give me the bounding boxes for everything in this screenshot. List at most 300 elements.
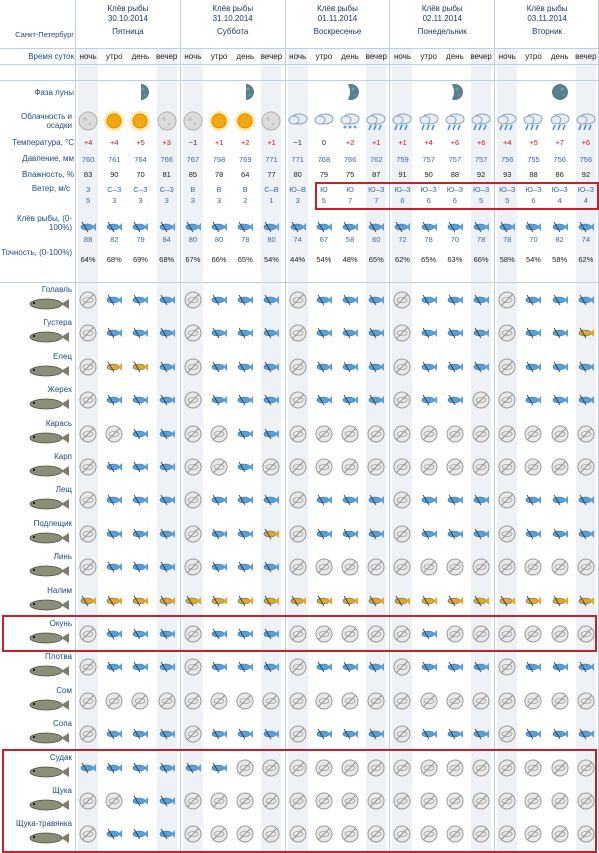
day-weekday: Суббота (217, 27, 249, 36)
fish-bite-icon (367, 594, 385, 608)
fish-bite-icon (420, 220, 438, 234)
fish-bite-icon (367, 527, 385, 541)
humidity-value: 83 (83, 170, 93, 179)
rain-icon (444, 110, 466, 132)
humidity-value: 75 (345, 170, 355, 179)
pressure-label: Давление, мм (22, 154, 74, 163)
period-label: вечер (260, 52, 283, 61)
fish-bite-icon (498, 594, 516, 608)
fish-bite-icon (158, 393, 176, 407)
period-label: ночь (498, 52, 516, 61)
rain-icon (365, 110, 387, 132)
temperature-value: +4 (83, 138, 93, 147)
pressure-value: 766 (160, 155, 173, 164)
fish-name: Карп (54, 452, 72, 461)
wind-direction: С–З (133, 185, 148, 194)
bite-value: 58 (345, 235, 355, 244)
fish-bite-icon (524, 360, 542, 374)
sun-icon (234, 110, 256, 132)
bite-value: 60 (372, 235, 381, 244)
fish-bite-icon (131, 293, 149, 307)
fish-bite-icon (551, 660, 569, 674)
no-bite-icon (524, 458, 542, 476)
no-bite-icon (393, 291, 411, 309)
no-bite-icon (577, 425, 595, 443)
day-header (285, 0, 390, 48)
no-bite-icon (393, 725, 411, 743)
fish-bite-icon (420, 393, 438, 407)
fish-bite-icon (131, 594, 149, 608)
no-bite-icon (289, 692, 307, 710)
day-date: 31.10.2014 (212, 14, 253, 23)
pressure-value: 759 (396, 155, 409, 164)
period-label: ночь (289, 52, 307, 61)
no-bite-icon (393, 458, 411, 476)
accuracy-value: 66% (211, 255, 227, 264)
fish-bite-icon (315, 393, 333, 407)
no-bite-icon (184, 458, 202, 476)
pressure-value: 768 (317, 155, 331, 164)
pressure-value: 771 (265, 155, 278, 164)
fish-bite-icon (158, 427, 176, 441)
humidity-label: Влажность, % (21, 170, 74, 179)
fish-bite-icon (367, 660, 385, 674)
moon-cloud-icon (260, 110, 282, 132)
accuracy-value: 66% (473, 255, 489, 264)
fish-bite-icon (577, 393, 595, 407)
day-date: 30.10.2014 (107, 14, 148, 23)
no-bite-icon (551, 425, 569, 443)
fish-bite-icon (341, 660, 359, 674)
wind-direction: Ю–З (446, 185, 464, 194)
fish-bite-icon (420, 360, 438, 374)
fish-bite-icon (262, 594, 280, 608)
fish-bite-icon (210, 594, 228, 608)
accuracy-value: 64% (80, 255, 96, 264)
fish-bite-icon (210, 220, 228, 234)
temperature-value: +4 (424, 138, 433, 147)
bite-value: 84 (162, 235, 171, 244)
wind-direction: С–З (159, 185, 174, 194)
humidity-value: 92 (476, 170, 486, 179)
wind-speed: 3 (112, 196, 117, 205)
fish-bite-icon (420, 594, 438, 608)
fish-bite-icon (498, 220, 516, 234)
fish-bite-icon (105, 220, 123, 234)
no-bite-icon (524, 425, 542, 443)
day-title: Клёв рыбы (317, 4, 358, 13)
no-bite-icon (184, 491, 202, 509)
fish-bite-icon (131, 326, 149, 340)
no-bite-icon (79, 324, 97, 342)
accuracy-value: 54% (316, 255, 332, 264)
day-separator (494, 0, 495, 851)
fish-bite-icon (341, 393, 359, 407)
fish-bite-icon (236, 326, 254, 340)
no-bite-icon (341, 458, 359, 476)
no-bite-icon (393, 391, 411, 409)
fish-bite-icon (131, 493, 149, 507)
period-label: вечер (365, 52, 387, 61)
wind-speed: 3 (217, 196, 222, 205)
no-bite-icon (131, 692, 149, 710)
accuracy-value: 68% (159, 255, 175, 264)
fish-name: Голавль (41, 285, 72, 294)
fish-bite-icon (341, 727, 359, 741)
fish-bite-icon (577, 660, 595, 674)
fish-bite-icon (524, 393, 542, 407)
fish-bite-icon (420, 727, 438, 741)
row-divider (0, 80, 599, 81)
fish-picture (26, 564, 70, 578)
no-bite-icon (289, 391, 307, 409)
no-bite-icon (79, 458, 97, 476)
fish-bite-icon (131, 660, 149, 674)
humidity-value: 88 (529, 170, 538, 179)
fish-bite-icon (472, 527, 490, 541)
accuracy-value: 67% (185, 255, 201, 264)
no-bite-icon (79, 491, 97, 509)
accuracy-value: 62% (394, 255, 410, 264)
no-bite-icon (472, 425, 490, 443)
pressure-value: 757 (474, 155, 488, 164)
row-divider (0, 64, 599, 65)
wind-speed: 3 (138, 196, 143, 205)
fish-name: Жерех (47, 385, 72, 395)
fish-bite-icon (236, 527, 254, 541)
humidity-value: 80 (293, 170, 302, 179)
fish-bite-icon (262, 220, 280, 234)
no-bite-icon (105, 425, 123, 443)
pressure-value: 756 (579, 155, 593, 164)
no-bite-icon (498, 725, 516, 743)
accuracy-label: Точность, (0-100%) (1, 248, 72, 257)
fish-bite-icon (315, 594, 333, 608)
fish-bite-icon (131, 360, 149, 374)
fish-bite-icon (420, 326, 438, 340)
no-bite-icon (315, 458, 333, 476)
fish-bite-icon (577, 293, 595, 307)
day-weekday: Воскресенье (313, 27, 362, 36)
period-label: утро (106, 52, 123, 61)
fish-bite-icon (158, 493, 176, 507)
accuracy-value: 65% (237, 255, 253, 264)
no-bite-icon (498, 425, 516, 443)
moon-cloud-icon (182, 110, 204, 132)
no-bite-icon (341, 692, 359, 710)
fish-bite-icon (158, 660, 176, 674)
sun-icon (103, 110, 125, 132)
no-bite-icon (393, 491, 411, 509)
fish-bite-icon (79, 594, 97, 608)
period-label: утро (525, 52, 542, 61)
fish-bite-icon (131, 220, 149, 234)
no-bite-icon (498, 525, 516, 543)
day-separator (389, 0, 390, 851)
temperature-value: +4 (110, 138, 119, 147)
no-bite-icon (498, 558, 516, 576)
day-weekday: Вторник (532, 27, 563, 36)
no-bite-icon (289, 558, 307, 576)
fish-picture (26, 397, 70, 411)
no-bite-icon (79, 358, 97, 376)
bite-value: 78 (503, 235, 512, 244)
no-bite-icon (289, 425, 307, 443)
no-bite-icon (367, 558, 385, 576)
fish-bite-icon (210, 560, 228, 574)
accuracy-value: 62% (578, 255, 594, 264)
no-bite-icon (184, 658, 202, 676)
wind-direction: Ю–З (420, 185, 437, 194)
fish-bite-icon (420, 493, 438, 507)
day-title: Клёв рыбы (421, 4, 463, 13)
fish-bite-icon (315, 360, 333, 374)
fish-bite-icon (577, 220, 595, 234)
no-bite-icon (289, 358, 307, 376)
no-bite-icon (551, 692, 569, 710)
day-date: 01.11.2014 (317, 14, 358, 23)
fish-bite-icon (289, 594, 307, 608)
fish-bite-icon (472, 220, 490, 234)
fish-bite-icon (236, 594, 254, 608)
period-label: утро (420, 52, 437, 61)
fish-bite-icon (341, 594, 359, 608)
fish-picture (26, 497, 70, 511)
fish-bite-icon (158, 460, 176, 474)
fish-bite-icon (236, 360, 254, 374)
bite-value: 78 (476, 235, 486, 244)
no-bite-icon (236, 692, 254, 710)
fish-bite-icon (236, 727, 254, 741)
bite-value: 72 (398, 235, 407, 244)
no-bite-icon (367, 692, 385, 710)
accuracy-value: 44% (290, 255, 306, 264)
fish-bite-icon (184, 220, 202, 234)
fish-name: Карась (45, 418, 72, 428)
no-bite-icon (446, 458, 464, 476)
fish-bite-icon (158, 360, 176, 374)
fish-bite-icon (236, 393, 254, 407)
wind-speed: 6 (531, 196, 536, 205)
temperature-value: +6 (581, 138, 591, 147)
day-separator (285, 0, 286, 851)
no-bite-icon (393, 558, 411, 576)
fish-bite-icon (131, 460, 149, 474)
wind-direction: В (216, 185, 222, 194)
wind-direction: С–В (264, 185, 279, 194)
no-bite-icon (184, 358, 202, 376)
fish-bite-icon (367, 493, 385, 507)
fish-bite-icon (315, 727, 333, 741)
fish-bite-icon (367, 293, 385, 307)
fish-bite-icon (210, 360, 228, 374)
period-label: ночь (184, 52, 202, 61)
wind-direction: Ю (346, 185, 354, 194)
humidity-value: 78 (214, 170, 224, 179)
pressure-value: 755 (527, 155, 540, 164)
wind-speed: 1 (269, 196, 274, 205)
no-bite-icon (524, 558, 542, 576)
day-date: 03.11.2014 (527, 14, 567, 23)
humidity-value: 79 (319, 170, 329, 179)
fish-bite-icon (367, 727, 385, 741)
fish-name: Налим (47, 585, 72, 595)
period-label: утро (315, 52, 333, 61)
humidity-value: 87 (372, 170, 381, 179)
moon-cloud-icon (77, 110, 99, 132)
fish-name: Подлещик (33, 518, 72, 528)
no-bite-icon (498, 658, 516, 676)
no-bite-icon (472, 391, 490, 409)
fish-bite-icon (315, 493, 333, 507)
fish-bite-icon (262, 527, 280, 541)
humidity-value: 93 (503, 170, 512, 179)
pressure-value: 760 (81, 155, 95, 164)
day-header (389, 0, 494, 48)
humidity-value: 81 (162, 170, 171, 179)
fish-picture (26, 364, 70, 378)
bite-value: 74 (293, 235, 302, 244)
wind-speed: 5 (86, 196, 91, 205)
pressure-value: 766 (343, 155, 357, 164)
pressure-value: 757 (448, 155, 462, 164)
fish-bite-icon (551, 293, 569, 307)
fish-bite-icon (577, 527, 595, 541)
fish-picture (26, 531, 70, 545)
fish-bite-icon (131, 393, 149, 407)
fish-bite-icon (262, 493, 280, 507)
no-bite-icon (315, 558, 333, 576)
moon-phase-icon (552, 83, 568, 101)
period-label: день (131, 52, 150, 61)
wind-direction: Ю–З (394, 185, 411, 194)
fish-bite-icon (446, 594, 464, 608)
period-label: день (341, 52, 359, 61)
fish-bite-icon (551, 360, 569, 374)
fish-bite-icon (446, 220, 464, 234)
fish-bite-icon (105, 594, 123, 608)
fish-bite-icon (131, 427, 149, 441)
fish-bite-icon (393, 594, 411, 608)
fish-bite-icon (446, 393, 464, 407)
sun-icon (129, 110, 151, 132)
fish-bite-icon (367, 326, 385, 340)
wind-highlight (315, 182, 599, 210)
fish-bite-icon (524, 220, 542, 234)
temperature-value: +6 (476, 138, 486, 147)
wind-direction: В (242, 185, 248, 194)
fish-bite-icon (315, 220, 333, 234)
humidity-value: 70 (136, 170, 145, 179)
fish-bite-icon (158, 326, 176, 340)
fish-bite-icon (446, 660, 464, 674)
wind-speed: 5 (321, 196, 326, 205)
day-title: Клёв рыбы (526, 4, 568, 13)
wind-label: Ветер, м/с (31, 184, 70, 193)
city-label: Санкт-Петербург (15, 30, 74, 39)
fish-bite-icon (367, 393, 385, 407)
fish-name: Щука (52, 786, 72, 795)
no-bite-icon (577, 692, 595, 710)
no-bite-icon (498, 391, 516, 409)
wind-speed: 6 (426, 196, 431, 205)
bite-value: 70 (529, 235, 538, 244)
no-bite-icon (289, 458, 307, 476)
humidity-value: 90 (424, 170, 433, 179)
wind-speed: 7 (348, 196, 353, 205)
fish-bite-icon (577, 326, 595, 340)
time-of-day-label: Время суток (28, 52, 74, 61)
fish-bite-icon (551, 493, 569, 507)
no-bite-icon (498, 358, 516, 376)
no-bite-icon (551, 458, 569, 476)
fish-bite-icon (577, 594, 595, 608)
fish-bite-icon (210, 293, 228, 307)
no-bite-icon (524, 692, 542, 710)
moon-phase-icon (133, 83, 149, 101)
rain-icon (418, 110, 440, 132)
no-bite-icon (420, 425, 438, 443)
fish-bite-icon (367, 220, 385, 234)
fish-bite-icon (210, 393, 228, 407)
pressure-value: 771 (291, 155, 304, 164)
no-bite-icon (79, 525, 97, 543)
fish-bite-icon (524, 527, 542, 541)
humidity-value: 88 (450, 170, 460, 179)
wind-direction: Ю (320, 185, 328, 194)
no-bite-icon (79, 425, 97, 443)
fish-bite-icon (577, 360, 595, 374)
wind-direction: С–З (107, 185, 122, 194)
fish-bite-icon (472, 360, 490, 374)
bite-label: Клёв рыбы, (0-100%) (16, 214, 72, 232)
fish-bite-icon (236, 560, 254, 574)
fish-bite-icon (105, 727, 123, 741)
fish-bite-icon (105, 360, 123, 374)
wind-direction: Ю–З (472, 185, 490, 194)
fish-bite-icon (446, 360, 464, 374)
bite-value: 80 (214, 235, 224, 244)
period-label: утро (210, 52, 228, 61)
fish-bite-icon (446, 727, 464, 741)
moon-phase-icon (343, 83, 359, 101)
bite-value: 79 (136, 235, 145, 244)
fish-bite-icon (420, 660, 438, 674)
fish-bite-icon (446, 493, 464, 507)
wind-speed: 3 (164, 196, 169, 205)
humidity-value: 86 (555, 170, 564, 179)
humidity-value: 91 (398, 170, 407, 179)
no-bite-icon (498, 324, 516, 342)
accuracy-value: 65% (421, 255, 437, 264)
bite-value: 82 (110, 235, 119, 244)
no-bite-icon (210, 692, 228, 710)
no-bite-icon (289, 725, 307, 743)
no-bite-icon (210, 458, 228, 476)
period-label: ночь (79, 52, 97, 61)
row-divider (0, 48, 599, 49)
fish-bite-icon (341, 326, 359, 340)
day-header (180, 0, 285, 48)
fish-bite-icon (210, 727, 228, 741)
no-bite-icon (472, 558, 490, 576)
bite-value: 70 (450, 235, 460, 244)
pressure-value: 757 (422, 155, 435, 164)
pressure-value: 756 (501, 155, 514, 164)
period-label: вечер (575, 52, 597, 61)
no-bite-icon (577, 458, 595, 476)
wind-speed: 7 (374, 196, 379, 205)
